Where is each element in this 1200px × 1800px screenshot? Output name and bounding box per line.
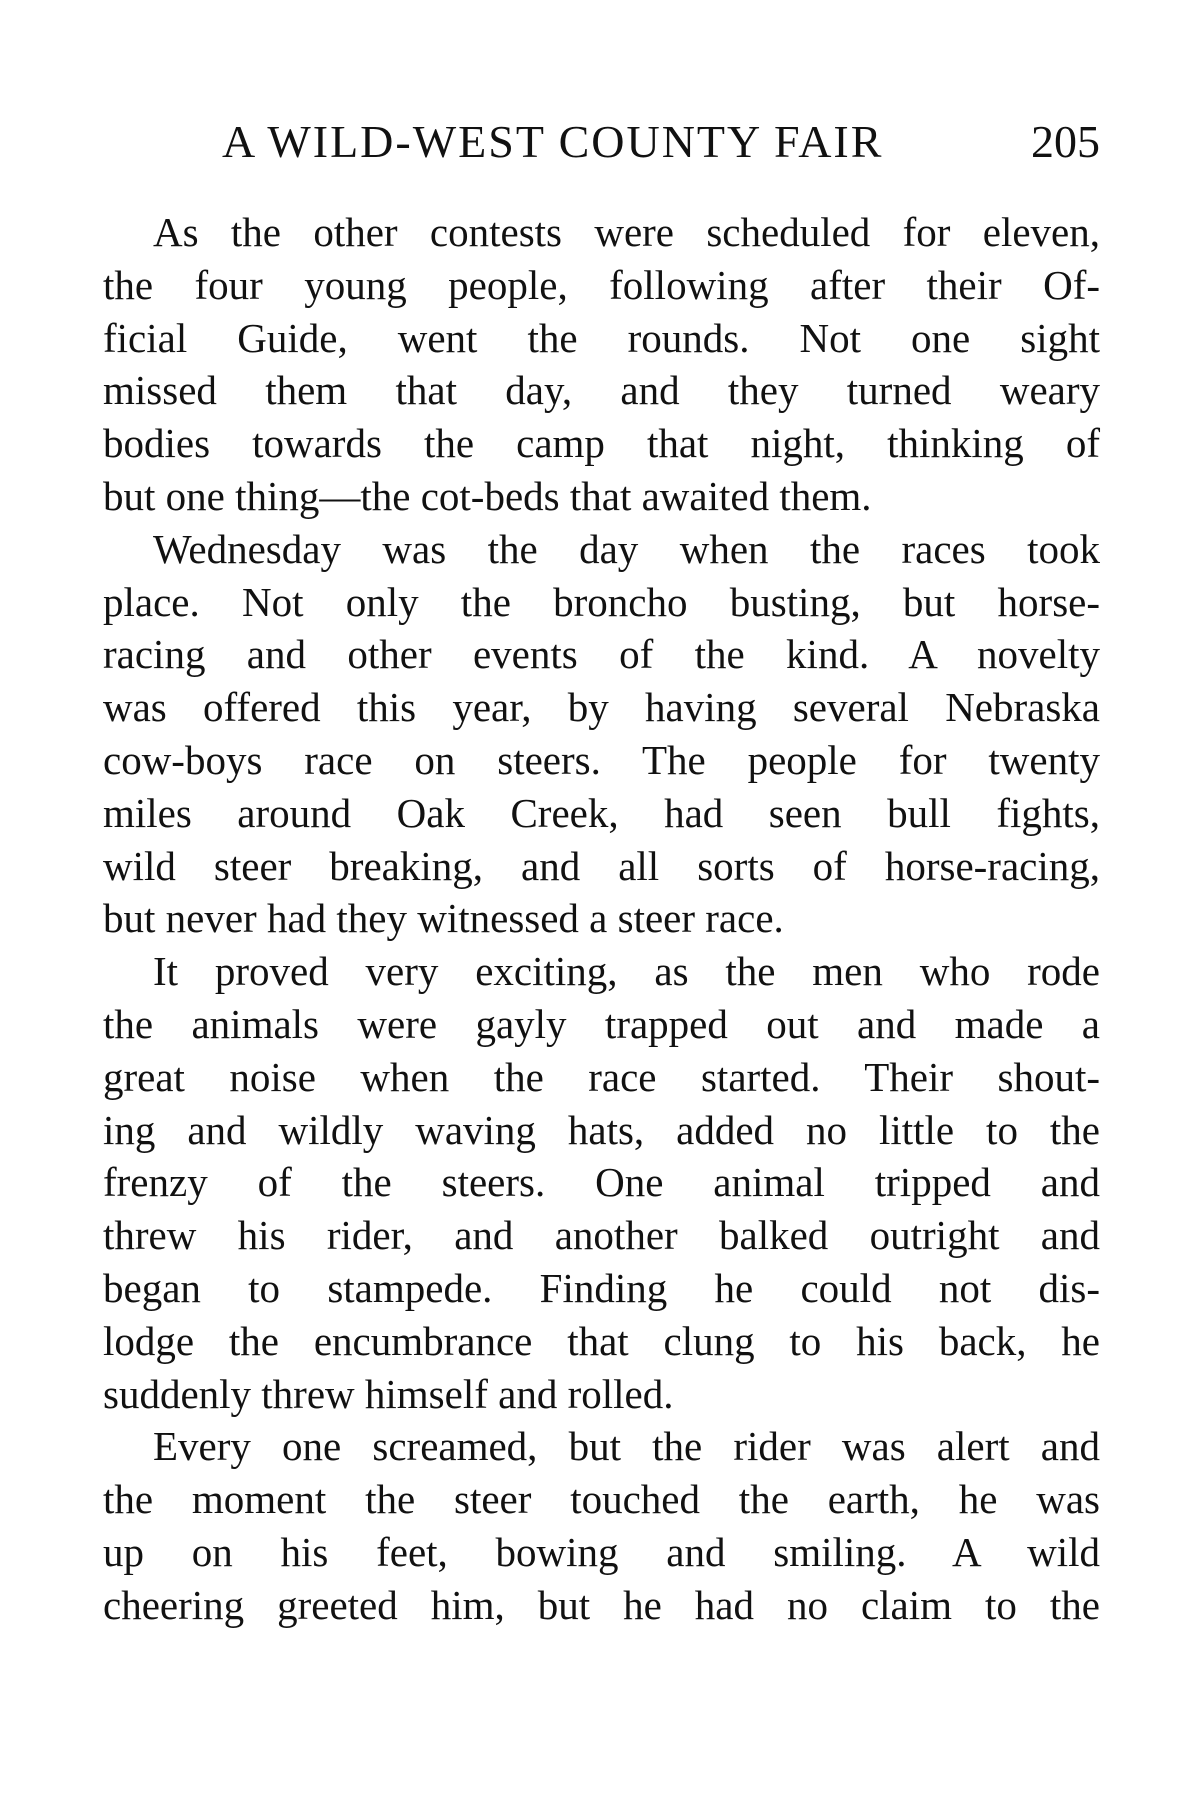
text-line: Every one screamed, but the rider was alert and xyxy=(153,1423,1100,1470)
text-line: but never had they witnessed a steer race. xyxy=(103,895,784,942)
text-line: As the other contests were scheduled for eleven, xyxy=(153,209,1100,255)
text-line: bodies towards the camp that night, thinking of xyxy=(103,420,1100,467)
text-line: up on his feet, bowing and smiling. A wild xyxy=(103,1528,1100,1575)
text-line: suddenly threw himself and rolled. xyxy=(103,1370,674,1417)
text-line: the four young people, following after their Of- xyxy=(103,261,1100,308)
text-line: It proved very exciting, as the men who rode xyxy=(153,948,1100,995)
page-number: 205 xyxy=(1031,116,1100,167)
text-line: cheering greeted him, but he had no claim to the xyxy=(103,1581,1100,1628)
text-line: miles around Oak Creek, had seen bull fights, xyxy=(103,789,1100,836)
running-head xyxy=(222,112,1100,172)
text-line: great noise when the race started. Their shout- xyxy=(103,1053,1100,1100)
paragraph xyxy=(103,523,1100,945)
text-line: began to stampede. Finding he could not dis- xyxy=(103,1264,1100,1311)
text-line: Wednesday was the day when the races took xyxy=(153,525,1100,572)
chapter-title: A WILD-WEST COUNTY FAIR xyxy=(222,116,884,167)
paragraph xyxy=(103,1420,1100,1631)
text-line: place. Not only the broncho busting, but horse- xyxy=(103,578,1100,625)
text-line: missed them that day, and they turned weary xyxy=(103,367,1100,414)
text-line: lodge the encumbrance that clung to his back, he xyxy=(103,1317,1100,1364)
text-line: cow-boys race on steers. The people for twenty xyxy=(103,736,1100,783)
text-line: ficial Guide, went the rounds. Not one sight xyxy=(103,314,1100,361)
text-line: wild steer breaking, and all sorts of horse-racing, xyxy=(103,842,1100,889)
paragraph xyxy=(103,945,1100,1420)
text-line: was offered this year, by having several Nebraska xyxy=(103,684,1100,731)
text-line: racing and other events of the kind. A novelty xyxy=(103,631,1100,678)
text-line: threw his rider, and another balked outright and xyxy=(103,1212,1100,1259)
body-text xyxy=(103,206,1100,1632)
text-line: but one thing—the cot-beds that awaited them. xyxy=(103,472,872,519)
text-line: frenzy of the steers. One animal tripped and xyxy=(103,1159,1100,1206)
paragraph xyxy=(103,206,1100,523)
text-line: ing and wildly waving hats, added no little to the xyxy=(103,1106,1100,1153)
text-line: the animals were gayly trapped out and made a xyxy=(103,1000,1100,1047)
text-line: the moment the steer touched the earth, he was xyxy=(103,1476,1100,1523)
